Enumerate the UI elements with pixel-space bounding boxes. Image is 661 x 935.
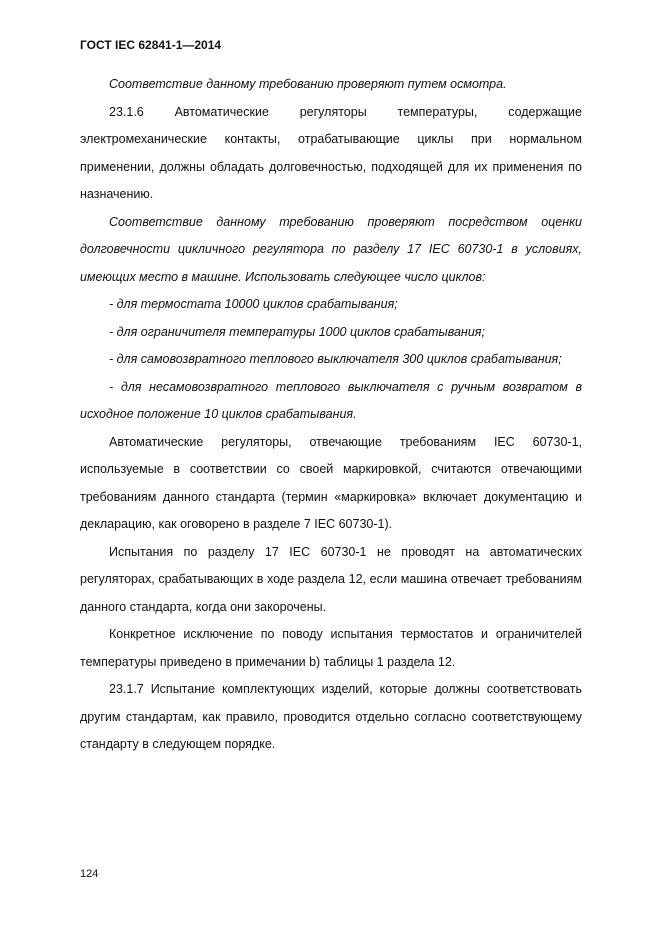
document-body — [80, 71, 582, 759]
paragraph-inspection-check: Соответствие данному требованию проверяют путем осмотра. — [109, 77, 507, 91]
paragraph-clause-17-exception: Испытания по разделу 17 IEC 60730-1 не проводят на автоматических регуляторах, срабатывающих в ходе раздела 12, если машина отвечает требованиям данного стандарта, когда они закорочены. — [80, 544, 582, 614]
list-item-self-resetting-cutout: - для самовозвратного теплового выключателя 300 циклов срабатывания; — [109, 352, 562, 366]
list-item-thermostat: - для термостата 10000 циклов срабатывания; — [109, 297, 398, 311]
paragraph-specific-exception: Конкретное исключение по поводу испытания термостатов и ограничителей температуры приведено в примечании b) таблицы 1 раздела 12. — [80, 627, 582, 669]
paragraph-durability-check: Соответствие данному требованию проверяют посредством оценки долговечности цикличного регулятора по разделу 17 IEC 60730-1 в условиях, имеющих место в машине. Использовать следующее число циклов: — [80, 214, 582, 284]
list-item-non-self-resetting-cutout: - для несамовозвратного теплового выключателя с ручным возвратом в исходное положение 10 циклов срабатывания. — [80, 379, 582, 421]
paragraph-23-1-7: 23.1.7 Испытание комплектующих изделий, которые должны соответствовать другим стандартам, как правило, проводится отдельно согласно соответствующему стандарту в следующем порядке. — [80, 682, 582, 751]
page-number: 124 — [80, 868, 99, 880]
list-item-temperature-limiter: - для ограничителя температуры 1000 циклов срабатывания; — [109, 324, 485, 339]
paragraph-23-1-6: 23.1.6 Автоматические регуляторы температуры, содержащие электромеханические контакты, отрабатывающие циклы при нормальном применении, должны обладать долговечностью, подходящей для их применения по назначению. — [80, 104, 582, 201]
document-header: ГОСТ IEC 62841-1—2014 — [80, 38, 222, 52]
paragraph-compliant-regulators: Автоматические регуляторы, отвечающие требованиям IEC 60730-1, используемые в соответствии со своей маркировкой, считаются отвечающими требованиям данного стандарта (термин «маркировка» включает документацию и декларацию, как оговорено в разделе 7 IEC 60730-1). — [80, 434, 582, 531]
